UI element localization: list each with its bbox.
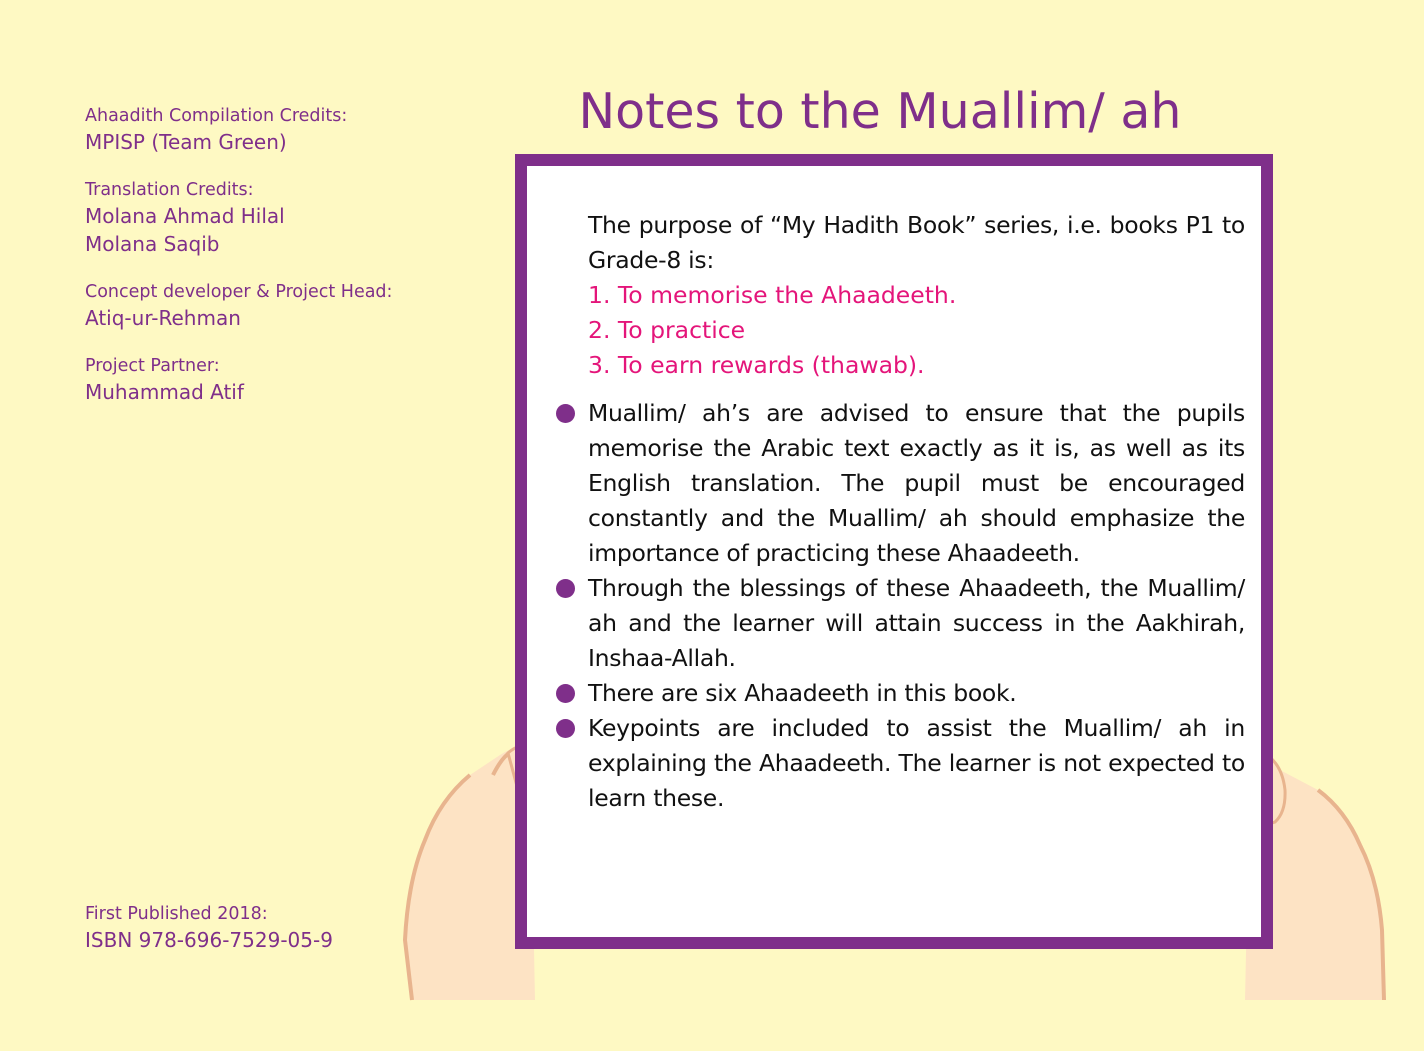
note-text: Through the blessings of these Ahaadeeth, the Muallim/ ah and the learner will attain success in the Aakhirah, Inshaa-Allah. bbox=[588, 574, 1245, 672]
purpose-intro: The purpose of “My Hadith Book” series, i.e. books P1 to Grade-8 is: bbox=[588, 211, 1245, 274]
purpose-item: 3. To earn rewards (thawab). bbox=[588, 351, 925, 379]
partner-credit-label: Project Partner: bbox=[85, 356, 220, 376]
note-text: There are six Ahaadeeth in this book. bbox=[588, 679, 1017, 707]
notes-list bbox=[588, 396, 1245, 816]
purpose-item: 1. To memorise the Ahaadeeth. bbox=[588, 281, 957, 309]
notes-content bbox=[588, 208, 1245, 816]
bullet-icon bbox=[556, 684, 575, 703]
isbn-number: ISBN 978-696-7529-05-9 bbox=[85, 928, 333, 952]
bullet-icon bbox=[556, 404, 575, 423]
translation-credit-name: Molana Saqib bbox=[85, 232, 220, 256]
translation-credit-label: Translation Credits: bbox=[85, 180, 254, 200]
note-text: Muallim/ ah’s are advised to ensure that the pupils memorise the Arabic text exactly as it is, as well as its English translation. The pupil must be encouraged constantly and the Muallim/ ah should emphasize the importance of practicing these Ahaadeeth. bbox=[588, 399, 1245, 567]
note-item bbox=[588, 396, 1245, 571]
page-title: Notes to the Muallim/ ah bbox=[578, 83, 1182, 140]
first-published-label: First Published 2018: bbox=[85, 904, 268, 924]
compilation-credit-label: Ahaadith Compilation Credits: bbox=[85, 106, 348, 126]
purpose-list bbox=[588, 278, 1245, 383]
note-text: Keypoints are included to assist the Muallim/ ah in explaining the Ahaadeeth. The learner is not expected to learn these. bbox=[588, 714, 1245, 812]
notes-board bbox=[515, 154, 1273, 949]
note-item bbox=[588, 676, 1245, 711]
compilation-credit-value: MPISP (Team Green) bbox=[85, 130, 287, 154]
translation-credit-name: Molana Ahmad Hilal bbox=[85, 204, 285, 228]
note-item bbox=[588, 571, 1245, 676]
concept-credit-value: Atiq-ur-Rehman bbox=[85, 306, 241, 330]
concept-credit-label: Concept developer & Project Head: bbox=[85, 282, 393, 302]
purpose-item: 2. To practice bbox=[588, 316, 746, 344]
partner-credit-value: Muhammad Atif bbox=[85, 380, 244, 404]
bullet-icon bbox=[556, 579, 575, 598]
bullet-icon bbox=[556, 719, 575, 738]
note-item bbox=[588, 711, 1245, 816]
